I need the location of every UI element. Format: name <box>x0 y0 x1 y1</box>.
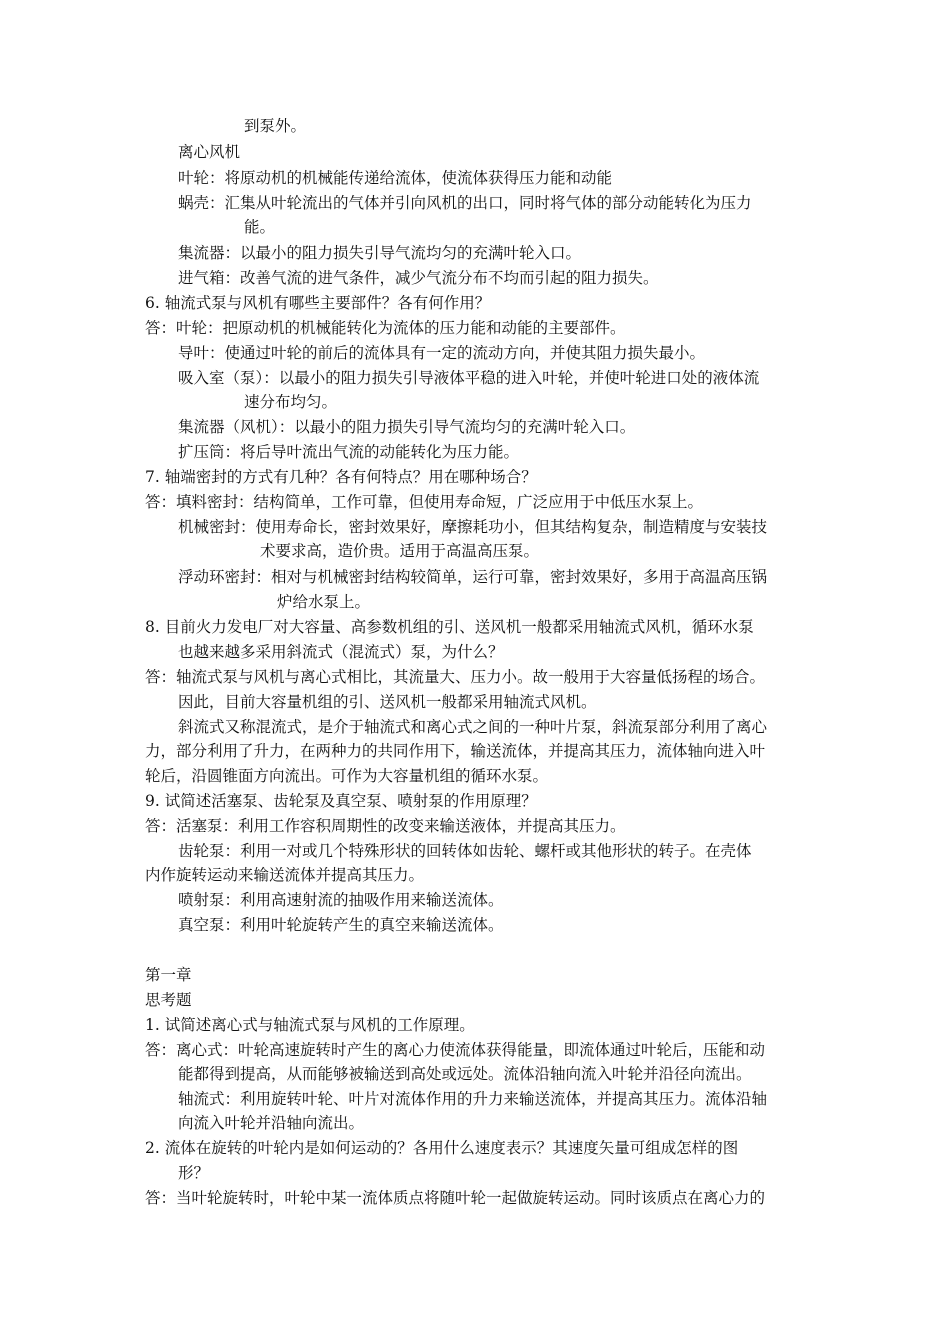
text-line: 导叶：使通过叶轮的前后的流体具有一定的流动方向，并使其阻力损失最小。 <box>178 344 706 362</box>
text-line: 能。 <box>244 218 276 236</box>
text-line: 集流器：以最小的阻力损失引导气流均匀的充满叶轮入口。 <box>178 244 582 262</box>
text-line: 喷射泵：利用高速射流的抽吸作用来输送流体。 <box>178 891 504 909</box>
text-line: 机械密封：使用寿命长，密封效果好，摩擦耗功小，但其结构复杂，制造精度与安装技 <box>178 518 768 536</box>
answer-line: 答：填料密封：结构简单，工作可靠，但使用寿命短，广泛应用于中低压水泵上。 <box>145 493 704 511</box>
text-line: 进气箱：改善气流的进气条件，减少气流分布不均而引起的阻力损失。 <box>178 269 659 287</box>
chapter-heading: 第一章 <box>145 966 192 984</box>
question-line: 6. 轴流式泵与风机有哪些主要部件？各有何作用？ <box>145 294 491 312</box>
text-line: 轴流式：利用旋转叶轮、叶片对流体作用的升力来输送流体，并提高其压力。流体沿轴 <box>178 1090 768 1108</box>
text-line: 因此，目前大容量机组的引、送风机一般都采用轴流式风机。 <box>178 693 597 711</box>
text-line: 真空泵：利用叶轮旋转产生的真空来输送流体。 <box>178 916 504 934</box>
question-line: 8. 目前火力发电厂对大容量、高参数机组的引、送风机一般都采用轴流式风机，循环水泵 <box>145 618 754 636</box>
text-line: 术要求高，造价贵。适用于高温高压泵。 <box>260 542 540 560</box>
text-line: 轮后，沿圆锥面方向流出。可作为大容量机组的循环水泵。 <box>145 767 549 785</box>
question-line: 7. 轴端密封的方式有几种？各有何特点？用在哪种场合？ <box>145 468 537 486</box>
section-heading: 离心风机 <box>178 143 241 161</box>
text-line: 到泵外。 <box>244 117 307 135</box>
answer-line: 答：轴流式泵与风机与离心式相比，其流量大、压力小。故一般用于大容量低扬程的场合。 <box>145 668 766 686</box>
text-line: 速分布均匀。 <box>244 393 338 411</box>
question-line: 形？ <box>178 1164 210 1182</box>
text-line: 炉给水泵上。 <box>277 593 371 611</box>
text-line: 能都得到提高，从而能够被输送到高处或远处。流体沿轴向流入叶轮并沿径向流出。 <box>178 1065 752 1083</box>
question-line: 也越来越多采用斜流式（混流式）泵，为什么？ <box>178 643 504 661</box>
text-line: 蜗壳：汇集从叶轮流出的气体并引向风机的出口，同时将气体的部分动能转化为压力 <box>178 194 752 212</box>
text-line: 扩压筒：将后导叶流出气流的动能转化为压力能。 <box>178 443 520 461</box>
text-line: 浮动环密封：相对与机械密封结构较简单，运行可靠，密封效果好，多用于高温高压锅 <box>178 568 768 586</box>
section-heading: 思考题 <box>145 991 192 1009</box>
text-line: 斜流式又称混流式，是介于轴流式和离心式之间的一种叶片泵，斜流泵部分利用了离心 <box>178 718 768 736</box>
answer-line: 答：活塞泵：利用工作容积周期性的改变来输送液体，并提高其压力。 <box>145 817 626 835</box>
text-line: 向流入叶轮并沿轴向流出。 <box>178 1114 365 1132</box>
text-line: 叶轮：将原动机的机械能传递给流体，使流体获得压力能和动能 <box>178 169 613 187</box>
answer-line: 答：叶轮：把原动机的机械能转化为流体的压力能和动能的主要部件。 <box>145 319 626 337</box>
question-line: 9. 试简述活塞泵、齿轮泵及真空泵、喷射泵的作用原理？ <box>145 792 537 810</box>
question-line: 1. 试简述离心式与轴流式泵与风机的工作原理。 <box>145 1016 475 1034</box>
answer-line: 答：离心式：叶轮高速旋转时产生的离心力使流体获得能量，即流体通过叶轮后，压能和动 <box>145 1041 766 1059</box>
answer-line: 答：当叶轮旋转时，叶轮中某一流体质点将随叶轮一起做旋转运动。同时该质点在离心力的 <box>145 1189 766 1207</box>
question-line: 2. 流体在旋转的叶轮内是如何运动的？各用什么速度表示？其速度矢量可组成怎样的图 <box>145 1139 739 1157</box>
text-line: 集流器（风机）：以最小的阻力损失引导气流均匀的充满叶轮入口。 <box>178 418 636 436</box>
text-line: 齿轮泵：利用一对或几个特殊形状的回转体如齿轮、螺杆或其他形状的转子。在壳体 <box>178 842 752 860</box>
text-line: 吸入室（泵）：以最小的阻力损失引导液体平稳的进入叶轮，并使叶轮进口处的液体流 <box>178 369 760 387</box>
text-line: 内作旋转运动来输送流体并提高其压力。 <box>145 866 425 884</box>
text-line: 力，部分利用了升力，在两种力的共同作用下，输送流体，并提高其压力，流体轴向进入叶 <box>145 742 766 760</box>
